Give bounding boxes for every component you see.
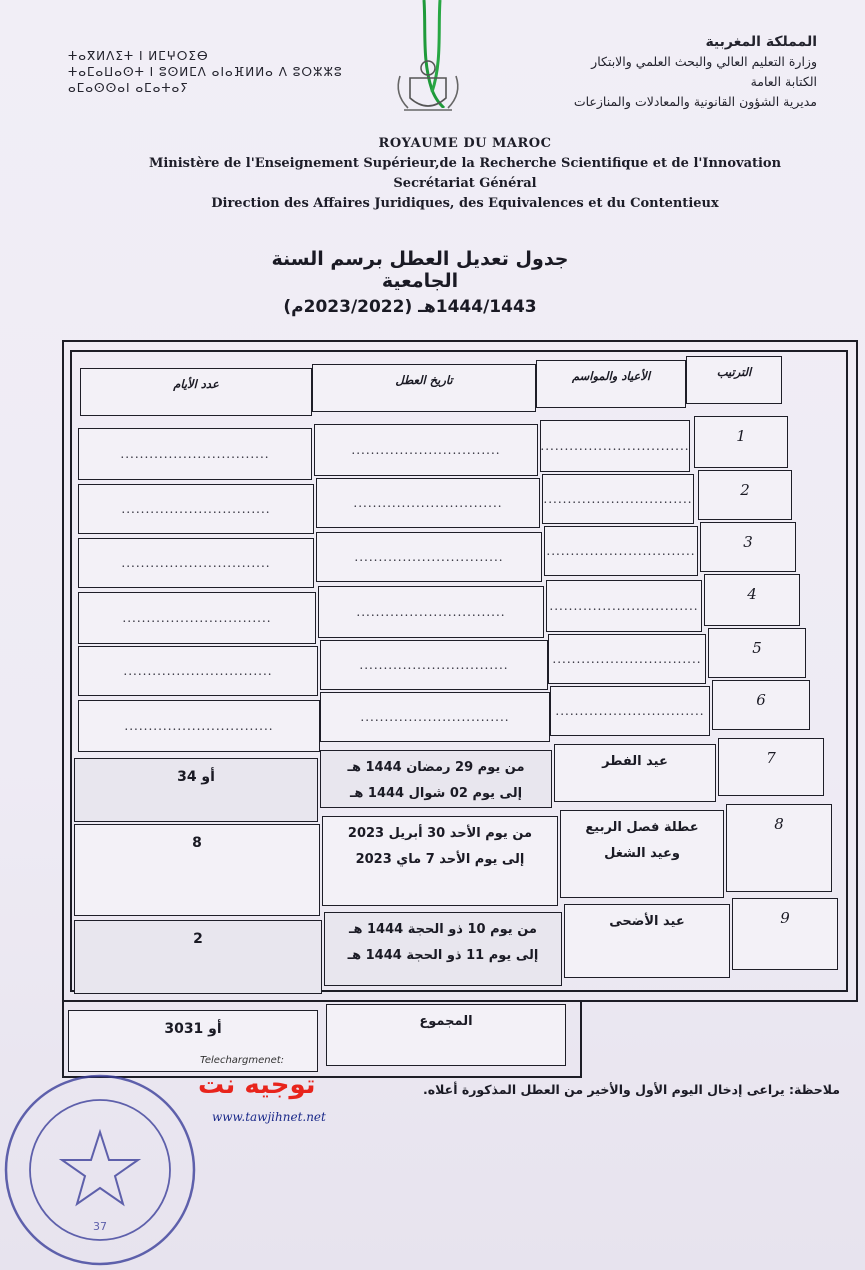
row-4-number: 4 [704,574,800,626]
french-header-line-2: Ministère de l'Enseignement Supérieur,de la Recherche Scientifique et de l'Innovation [148,156,782,171]
arabic-header-line-1: المملكة المغربية [705,34,817,50]
arabic-header-line-4: مديرية الشؤون القانونية والمعادلات والمنازعات [573,94,817,109]
row-2-holiday: ............................... [542,474,694,524]
row-7-number: 7 [718,738,824,796]
total-label: المجموع [326,1004,566,1066]
watermark-label: Telechargmenet: [200,1055,285,1066]
row-8-date-to: إلى يوم الأحد 7 ماي 2023 [355,852,525,867]
row-1-number: 1 [694,416,788,468]
row-3-number: 3 [700,522,796,572]
tifinagh-header [68,48,368,96]
tifinagh-header-line-2: ⵜⴰⵎⴰⵡⴰⵙⵜ ⵏ ⵓⵙⵍⵎⴷ ⴰⵏⴰⴼⵍⵍⴰ ⴷ ⵓⵔⵣⵣⵓ [68,65,343,79]
header-holidays: الأعياد والمواسم [536,360,686,408]
row-9-dates [324,912,562,986]
row-3-holiday: ............................... [544,526,698,576]
row-4-holiday: ............................... [546,580,702,632]
arabic-header [487,32,817,112]
row-4-dates: ............................... [318,586,544,638]
row-8-date-from: من يوم الأحد 30 أبريل 2023 [347,826,533,841]
row-7-holiday: عيد الفطر [554,744,716,802]
row-5-number: 5 [708,628,806,678]
row-8-dates [322,816,558,906]
arabic-header-line-3: الكتابة العامة [750,74,817,89]
header-order: الترتيب [686,356,782,404]
row-6-dates: ............................... [320,692,550,742]
french-header-line-3: Secrétariat Général [393,176,537,191]
french-header [120,134,810,214]
row-7-date-from: من يوم 29 رمضان 1444 هـ [347,760,525,775]
coat-of-arms-emblem [388,56,468,116]
total-value: 30أو 31 [68,1010,318,1072]
row-5-dates: ............................... [320,640,548,690]
row-9-date-to: إلى يوم 11 ذو الحجة 1444 هـ [347,948,539,963]
row-5-holiday: ............................... [548,634,706,684]
french-header-line-4: Direction des Affaires Juridiques, des Equivalences et du Contentieux [211,196,719,211]
row-3-dates: ............................... [316,532,542,582]
row-2-days: ............................... [78,484,314,534]
row-9-date-from: من يوم 10 ذو الحجة 1444 هـ [349,922,537,937]
row-7-dates [320,750,552,808]
row-8-number: 8 [726,804,832,892]
row-1-dates: ............................... [314,424,538,476]
row-6-number: 6 [712,680,810,730]
row-9-days: 2 [74,920,322,994]
row-2-dates: ............................... [316,478,540,528]
row-7-days: 3أو 4 [74,758,318,822]
arabic-header-line-2: وزارة التعليم العالي والبحث العلمي والابتكار [591,54,817,69]
row-1-holiday: ............................... [540,420,690,472]
row-9-holiday: عيد الأضحى [564,904,730,978]
header-days: عدد الأيام [80,368,312,416]
watermark-logo: توجيه نت [198,1070,316,1100]
row-4-days: ............................... [78,592,316,644]
document-subtitle: 1444/1443هـ (2023/2022م) [283,297,537,317]
tifinagh-header-line-3: ⴰⵎⴰⵙⵙⴰⵏ ⴰⵎⴰⵜⴰⵢ [68,81,189,95]
official-stamp [0,1070,230,1270]
header-dates: تاريخ العطل [312,364,536,412]
row-5-days: ............................... [78,646,318,696]
footnote: ملاحظة: يراعى إدخال اليوم الأول والأخير من العطل المذكورة أعلاه. [423,1082,840,1097]
row-8-holiday: عطلة فصل الربيع وعيد الشغل [560,810,724,898]
row-3-days: ............................... [78,538,314,588]
row-6-days: ............................... [78,700,320,752]
tifinagh-header-line-1: ⵜⴰⴳⵍⴷⵉⵜ ⵏ ⵍⵎⵖⵔⵉⴱ [68,49,209,63]
stamp-number: 37 [93,1220,107,1233]
row-8-days: 8 [74,824,320,916]
row-2-number: 2 [698,470,792,520]
row-9-number: 9 [732,898,838,970]
document-title: جدول تعديل العطل برسم السنة الجامعية [271,248,569,292]
watermark-url: www.tawjihnet.net [212,1110,326,1124]
row-1-days: ............................... [78,428,312,480]
row-6-holiday: ............................... [550,686,710,736]
french-header-line-1: ROYAUME DU MAROC [378,136,552,151]
row-7-date-to: إلى يوم 02 شوال 1444 هـ [349,786,523,801]
